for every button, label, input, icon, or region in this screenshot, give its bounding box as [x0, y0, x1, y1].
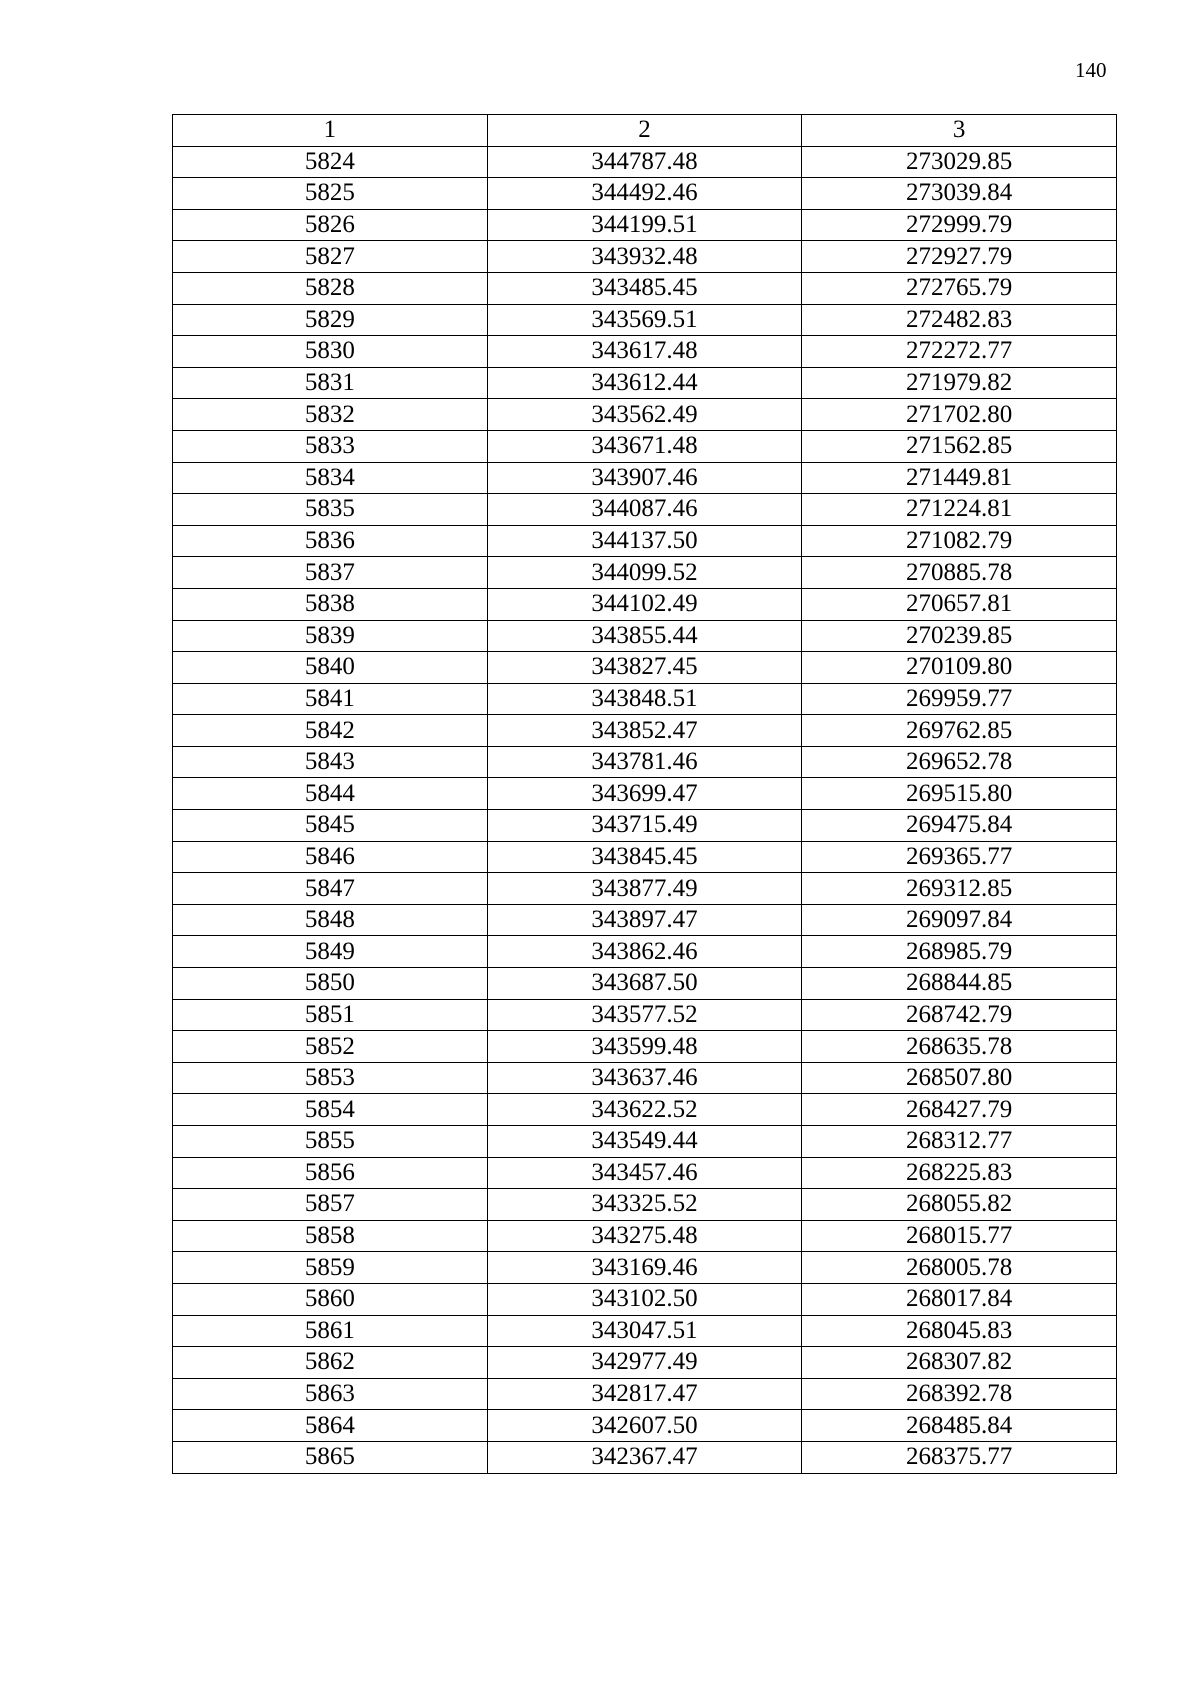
table-cell-col-3: 268015.77: [802, 1220, 1117, 1252]
table-cell-col-2: 344787.48: [487, 146, 802, 178]
column-header-3: 3: [802, 115, 1117, 147]
table-cell-col-3: 268427.79: [802, 1094, 1117, 1126]
table-cell-col-2: 343877.49: [487, 873, 802, 905]
table-row: [173, 999, 1117, 1031]
header-row: [173, 115, 1117, 147]
table-cell-col-2: 343275.48: [487, 1220, 802, 1252]
table-cell-col-3: 271224.81: [802, 494, 1117, 526]
table-cell-col-2: 343907.46: [487, 462, 802, 494]
table-cell-col-3: 268045.83: [802, 1315, 1117, 1347]
table-cell-col-1: 5852: [173, 1031, 488, 1063]
table-row: [173, 904, 1117, 936]
table-cell-col-2: 343827.45: [487, 652, 802, 684]
table-cell-col-3: 269475.84: [802, 810, 1117, 842]
table-row: [173, 1062, 1117, 1094]
table-row: [173, 272, 1117, 304]
table-cell-col-1: 5855: [173, 1126, 488, 1158]
table-row: [173, 1189, 1117, 1221]
table-cell-col-1: 5845: [173, 810, 488, 842]
table-cell-col-1: 5843: [173, 746, 488, 778]
table-cell-col-1: 5832: [173, 399, 488, 431]
table-row: [173, 525, 1117, 557]
table-cell-col-3: 272927.79: [802, 241, 1117, 273]
table-cell-col-3: 269097.84: [802, 904, 1117, 936]
table-cell-col-3: 272765.79: [802, 272, 1117, 304]
table-cell-col-3: 273029.85: [802, 146, 1117, 178]
table-cell-col-1: 5827: [173, 241, 488, 273]
table-cell-col-3: 269365.77: [802, 841, 1117, 873]
table-cell-col-2: 343781.46: [487, 746, 802, 778]
table-row: [173, 1126, 1117, 1158]
table-cell-col-3: 268225.83: [802, 1157, 1117, 1189]
table-cell-col-2: 342977.49: [487, 1347, 802, 1379]
table-row: [173, 1220, 1117, 1252]
table-cell-col-3: 268005.78: [802, 1252, 1117, 1284]
table-cell-col-2: 343577.52: [487, 999, 802, 1031]
table-cell-col-2: 343599.48: [487, 1031, 802, 1063]
table-cell-col-1: 5831: [173, 367, 488, 399]
table-row: [173, 146, 1117, 178]
table-cell-col-3: 272482.83: [802, 304, 1117, 336]
table-cell-col-1: 5858: [173, 1220, 488, 1252]
table-row: [173, 936, 1117, 968]
table-cell-col-2: 344137.50: [487, 525, 802, 557]
table-row: [173, 494, 1117, 526]
table-cell-col-3: 268485.84: [802, 1410, 1117, 1442]
table-cell-col-2: 343862.46: [487, 936, 802, 968]
table-row: [173, 336, 1117, 368]
table-row: [173, 462, 1117, 494]
table-cell-col-3: 272272.77: [802, 336, 1117, 368]
table-cell-col-2: 343047.51: [487, 1315, 802, 1347]
table-cell-col-1: 5841: [173, 683, 488, 715]
table-cell-col-2: 344087.46: [487, 494, 802, 526]
table-row: [173, 1315, 1117, 1347]
table-row: [173, 620, 1117, 652]
table-cell-col-1: 5842: [173, 715, 488, 747]
table-cell-col-3: 269312.85: [802, 873, 1117, 905]
table-cell-col-2: 342817.47: [487, 1378, 802, 1410]
table-cell-col-3: 268507.80: [802, 1062, 1117, 1094]
table-row: [173, 399, 1117, 431]
table-cell-col-2: 343485.45: [487, 272, 802, 304]
table-cell-col-2: 343845.45: [487, 841, 802, 873]
table-cell-col-2: 343457.46: [487, 1157, 802, 1189]
table-cell-col-2: 343932.48: [487, 241, 802, 273]
table-cell-col-2: 342607.50: [487, 1410, 802, 1442]
table-row: [173, 557, 1117, 589]
table-cell-col-1: 5829: [173, 304, 488, 336]
table-cell-col-3: 269515.80: [802, 778, 1117, 810]
table-row: [173, 1094, 1117, 1126]
table-cell-col-3: 268375.77: [802, 1441, 1117, 1473]
column-header-1: 1: [173, 115, 488, 147]
table-row: [173, 1283, 1117, 1315]
table-row: [173, 1347, 1117, 1379]
table-cell-col-3: 269959.77: [802, 683, 1117, 715]
table-cell-col-3: 268307.82: [802, 1347, 1117, 1379]
table-cell-col-1: 5849: [173, 936, 488, 968]
table-cell-col-1: 5861: [173, 1315, 488, 1347]
table-cell-col-1: 5853: [173, 1062, 488, 1094]
table-cell-col-2: 343549.44: [487, 1126, 802, 1158]
table-cell-col-2: 343562.49: [487, 399, 802, 431]
table-row: [173, 430, 1117, 462]
table-cell-col-3: 270239.85: [802, 620, 1117, 652]
table-cell-col-1: 5838: [173, 588, 488, 620]
table-cell-col-1: 5863: [173, 1378, 488, 1410]
table-cell-col-1: 5865: [173, 1441, 488, 1473]
table-cell-col-3: 268312.77: [802, 1126, 1117, 1158]
table-row: [173, 873, 1117, 905]
coordinates-table: [172, 114, 1117, 1474]
table-cell-col-1: 5824: [173, 146, 488, 178]
table-cell-col-1: 5826: [173, 209, 488, 241]
table-cell-col-1: 5860: [173, 1283, 488, 1315]
table-cell-col-1: 5835: [173, 494, 488, 526]
table-row: [173, 241, 1117, 273]
table-header: [173, 115, 1117, 147]
table-cell-col-1: 5839: [173, 620, 488, 652]
table-row: [173, 810, 1117, 842]
table-cell-col-3: 268392.78: [802, 1378, 1117, 1410]
table-cell-col-2: 343897.47: [487, 904, 802, 936]
table-cell-col-3: 268017.84: [802, 1283, 1117, 1315]
table-cell-col-1: 5833: [173, 430, 488, 462]
table-cell-col-3: 269762.85: [802, 715, 1117, 747]
table-row: [173, 841, 1117, 873]
table-cell-col-1: 5830: [173, 336, 488, 368]
table-row: [173, 746, 1117, 778]
table-cell-col-3: 268635.78: [802, 1031, 1117, 1063]
table-cell-col-3: 271562.85: [802, 430, 1117, 462]
table-cell-col-3: 270885.78: [802, 557, 1117, 589]
table-cell-col-1: 5854: [173, 1094, 488, 1126]
table-row: [173, 1410, 1117, 1442]
table-row: [173, 367, 1117, 399]
table-cell-col-3: 273039.84: [802, 178, 1117, 210]
table-row: [173, 178, 1117, 210]
table-cell-col-2: 343852.47: [487, 715, 802, 747]
table-cell-col-3: 271702.80: [802, 399, 1117, 431]
table-row: [173, 304, 1117, 336]
table-cell-col-1: 5825: [173, 178, 488, 210]
table-cell-col-2: 344492.46: [487, 178, 802, 210]
table-cell-col-1: 5850: [173, 968, 488, 1000]
table-cell-col-2: 343687.50: [487, 968, 802, 1000]
table-row: [173, 209, 1117, 241]
table-cell-col-2: 343848.51: [487, 683, 802, 715]
table-cell-col-2: 343325.52: [487, 1189, 802, 1221]
table-cell-col-1: 5836: [173, 525, 488, 557]
table-cell-col-1: 5848: [173, 904, 488, 936]
table-row: [173, 652, 1117, 684]
table-row: [173, 1378, 1117, 1410]
column-header-2: 2: [487, 115, 802, 147]
table-cell-col-3: 268844.85: [802, 968, 1117, 1000]
table-row: [173, 1157, 1117, 1189]
table-cell-col-2: 343715.49: [487, 810, 802, 842]
table-cell-col-2: 343855.44: [487, 620, 802, 652]
table-cell-col-1: 5864: [173, 1410, 488, 1442]
table-row: [173, 968, 1117, 1000]
table-cell-col-1: 5828: [173, 272, 488, 304]
table-cell-col-2: 343617.48: [487, 336, 802, 368]
table-row: [173, 715, 1117, 747]
table-cell-col-3: 268985.79: [802, 936, 1117, 968]
table-row: [173, 683, 1117, 715]
table-cell-col-2: 344199.51: [487, 209, 802, 241]
table-row: [173, 1031, 1117, 1063]
table-cell-col-2: 344102.49: [487, 588, 802, 620]
table-cell-col-1: 5846: [173, 841, 488, 873]
table-cell-col-2: 343569.51: [487, 304, 802, 336]
table-row: [173, 588, 1117, 620]
table-cell-col-1: 5857: [173, 1189, 488, 1221]
table-row: [173, 1441, 1117, 1473]
page-number: 140: [1075, 58, 1107, 82]
table-cell-col-1: 5834: [173, 462, 488, 494]
table-cell-col-3: 270657.81: [802, 588, 1117, 620]
table-cell-col-3: 272999.79: [802, 209, 1117, 241]
table-cell-col-3: 270109.80: [802, 652, 1117, 684]
table-cell-col-1: 5859: [173, 1252, 488, 1284]
table-cell-col-3: 271979.82: [802, 367, 1117, 399]
table-cell-col-1: 5862: [173, 1347, 488, 1379]
table-cell-col-2: 344099.52: [487, 557, 802, 589]
table-cell-col-1: 5837: [173, 557, 488, 589]
table-cell-col-3: 271082.79: [802, 525, 1117, 557]
table-cell-col-1: 5851: [173, 999, 488, 1031]
table-cell-col-2: 343699.47: [487, 778, 802, 810]
table-body: [173, 146, 1117, 1473]
table-row: [173, 1252, 1117, 1284]
table-cell-col-2: 343612.44: [487, 367, 802, 399]
table-cell-col-1: 5840: [173, 652, 488, 684]
table-cell-col-1: 5856: [173, 1157, 488, 1189]
table-cell-col-2: 343102.50: [487, 1283, 802, 1315]
table-cell-col-3: 271449.81: [802, 462, 1117, 494]
table-cell-col-3: 269652.78: [802, 746, 1117, 778]
table-cell-col-3: 268742.79: [802, 999, 1117, 1031]
table-cell-col-2: 343622.52: [487, 1094, 802, 1126]
table-cell-col-1: 5844: [173, 778, 488, 810]
table-cell-col-2: 342367.47: [487, 1441, 802, 1473]
table-cell-col-2: 343671.48: [487, 430, 802, 462]
table-cell-col-3: 268055.82: [802, 1189, 1117, 1221]
table-cell-col-1: 5847: [173, 873, 488, 905]
table-cell-col-2: 343169.46: [487, 1252, 802, 1284]
table-cell-col-2: 343637.46: [487, 1062, 802, 1094]
table-row: [173, 778, 1117, 810]
